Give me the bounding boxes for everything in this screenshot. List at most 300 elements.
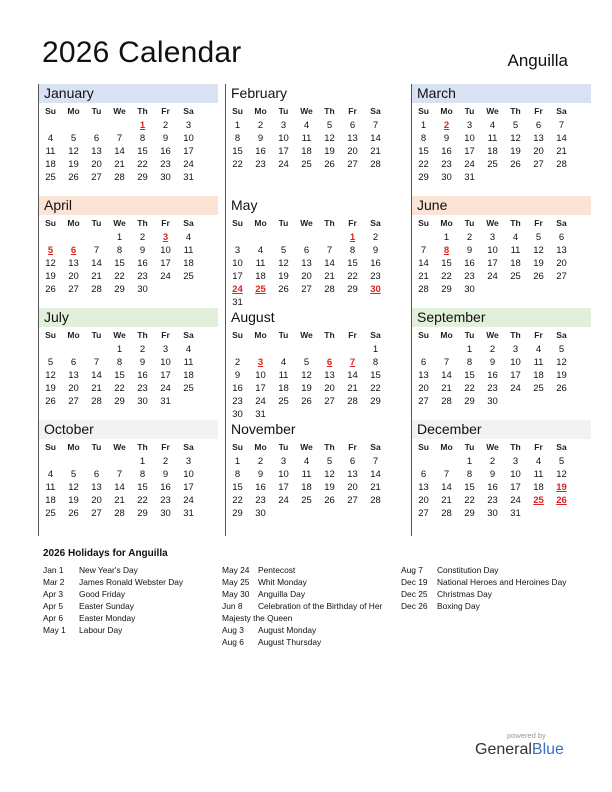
- day-cell: 31: [464, 172, 475, 183]
- weekday-label: Sa: [183, 330, 194, 340]
- day-cell: 12: [556, 469, 567, 480]
- day-cell: 5: [558, 456, 565, 467]
- day-cell: 4: [303, 120, 310, 131]
- day-cell: 20: [418, 383, 429, 394]
- weekday-label: Th: [324, 442, 335, 452]
- day-cell: 14: [324, 258, 335, 269]
- weekday-label: Th: [324, 218, 335, 228]
- day-cell: 23: [255, 159, 266, 170]
- day-cell: 19: [68, 159, 79, 170]
- empty-cell: [39, 119, 62, 132]
- day-cell: 31: [232, 297, 243, 308]
- day-cell: 30: [487, 396, 498, 407]
- day-cell: 17: [160, 258, 171, 269]
- month-name: September: [412, 308, 591, 327]
- day-cell: 24: [278, 495, 289, 506]
- day-cell: 13: [91, 482, 102, 493]
- holiday-name: Labour Day: [79, 625, 123, 635]
- day-cell: 18: [301, 482, 312, 493]
- day-cell: 16: [160, 482, 171, 493]
- day-cell: 21: [324, 271, 335, 282]
- month-name: August: [226, 308, 405, 327]
- day-cell: 3: [280, 120, 287, 131]
- day-cell: 24: [510, 383, 521, 394]
- weekday-label: Fr: [348, 106, 357, 116]
- weekday-label: Fr: [348, 218, 357, 228]
- holiday-date: May 24: [222, 565, 250, 575]
- empty-cell: [295, 343, 318, 356]
- day-cell: 5: [535, 232, 542, 243]
- day-cell: 18: [533, 370, 544, 381]
- day-cell: 8: [372, 357, 379, 368]
- day-cell: 1: [116, 344, 123, 355]
- day-cell: 21: [556, 146, 567, 157]
- day-cell: 23: [464, 271, 475, 282]
- day-cell: 6: [93, 469, 100, 480]
- weekday-label: Su: [45, 330, 56, 340]
- day-cell: 24: [487, 271, 498, 282]
- day-cell: 5: [326, 120, 333, 131]
- day-cell: 27: [91, 172, 102, 183]
- weekday-label: Mo: [254, 330, 267, 340]
- weekday-label: Mo: [440, 218, 453, 228]
- empty-cell: [85, 455, 108, 468]
- empty-cell: [318, 343, 341, 356]
- day-cell: 6: [70, 357, 77, 368]
- day-cell: 15: [137, 482, 148, 493]
- day-cell: 28: [91, 284, 102, 295]
- empty-cell: [85, 231, 108, 244]
- day-cell: 14: [370, 133, 381, 144]
- weekday-label: We: [113, 442, 126, 452]
- day-cell: 10: [232, 258, 243, 269]
- day-cell: 3: [185, 120, 192, 131]
- day-cell: 10: [255, 370, 266, 381]
- holiday-name: Celebration of the Birthday of Her Majesty the Queen: [222, 601, 383, 623]
- day-cell: 28: [370, 159, 381, 170]
- day-cell: 22: [441, 271, 452, 282]
- holiday-name: Easter Sunday: [79, 601, 134, 611]
- day-cell: 14: [441, 370, 452, 381]
- holiday-day-cell: 1: [349, 232, 356, 243]
- day-cell: 11: [45, 482, 56, 493]
- day-cell: 3: [280, 456, 287, 467]
- day-cell: 7: [93, 245, 100, 256]
- weekday-label: Su: [418, 330, 429, 340]
- weekday-label: Tu: [464, 442, 475, 452]
- holiday-name: National Heroes and Heroines Day: [437, 577, 567, 587]
- day-cell: 15: [232, 482, 243, 493]
- day-cell: 22: [232, 495, 243, 506]
- day-cell: 5: [280, 245, 287, 256]
- month-name: November: [226, 420, 405, 439]
- day-cell: 19: [301, 383, 312, 394]
- day-cell: 12: [301, 370, 312, 381]
- day-cell: 18: [510, 258, 521, 269]
- day-cell: 3: [466, 120, 473, 131]
- weekday-label: Tu: [464, 218, 475, 228]
- day-cell: 27: [68, 396, 79, 407]
- weekday-label: Mo: [67, 106, 80, 116]
- holiday-date: Mar 2: [43, 577, 65, 587]
- weekday-label: Tu: [464, 106, 475, 116]
- holiday-item: [43, 612, 183, 624]
- day-cell: 18: [183, 258, 194, 269]
- holiday-item: [401, 588, 571, 600]
- weekday-label: Su: [45, 218, 56, 228]
- day-cell: 26: [301, 396, 312, 407]
- day-cell: 5: [47, 357, 54, 368]
- day-cell: 24: [255, 396, 266, 407]
- day-cell: 23: [160, 495, 171, 506]
- weekday-label: Fr: [161, 442, 170, 452]
- weekday-label: Fr: [161, 106, 170, 116]
- empty-cell: [62, 455, 85, 468]
- day-cell: 13: [533, 133, 544, 144]
- day-cell: 28: [114, 508, 125, 519]
- day-cell: 11: [533, 357, 544, 368]
- day-cell: 23: [255, 495, 266, 506]
- day-cell: 16: [255, 482, 266, 493]
- day-cell: 21: [370, 146, 381, 157]
- day-cell: 31: [183, 172, 194, 183]
- day-cell: 20: [556, 258, 567, 269]
- day-cell: 10: [510, 357, 521, 368]
- day-cell: 11: [533, 469, 544, 480]
- weekday-label: Tu: [91, 106, 102, 116]
- day-cell: 14: [91, 258, 102, 269]
- holiday-date: Aug 3: [222, 625, 244, 635]
- day-cell: 10: [183, 469, 194, 480]
- weekday-label: Tu: [91, 442, 102, 452]
- day-cell: 27: [533, 159, 544, 170]
- weekday-label: Su: [418, 218, 429, 228]
- day-cell: 23: [441, 159, 452, 170]
- holiday-day-cell: 30: [370, 284, 381, 295]
- weekday-label: Mo: [254, 442, 267, 452]
- day-cell: 27: [91, 508, 102, 519]
- day-cell: 24: [160, 383, 171, 394]
- day-cell: 3: [234, 245, 241, 256]
- day-cell: 1: [466, 456, 473, 467]
- weekday-label: Mo: [440, 442, 453, 452]
- weekday-label: Fr: [161, 218, 170, 228]
- holiday-item: [401, 600, 571, 612]
- empty-cell: [341, 343, 364, 356]
- day-cell: 31: [183, 508, 194, 519]
- weekday-label: Th: [137, 442, 148, 452]
- day-cell: 6: [349, 120, 356, 131]
- day-cell: 3: [512, 456, 519, 467]
- day-cell: 2: [257, 456, 264, 467]
- day-cell: 25: [45, 508, 56, 519]
- day-cell: 20: [91, 159, 102, 170]
- month-name: July: [39, 308, 218, 327]
- day-cell: 17: [510, 370, 521, 381]
- weekday-label: Sa: [556, 106, 567, 116]
- weekday-label: Fr: [534, 330, 543, 340]
- holiday-day-cell: 8: [443, 245, 450, 256]
- day-cell: 3: [512, 344, 519, 355]
- day-cell: 10: [160, 357, 171, 368]
- day-cell: 28: [441, 508, 452, 519]
- empty-cell: [412, 455, 435, 468]
- day-cell: 1: [234, 120, 241, 131]
- weekday-label: We: [300, 106, 313, 116]
- month-january: [39, 84, 218, 184]
- day-cell: 3: [489, 232, 496, 243]
- empty-cell: [249, 343, 272, 356]
- day-cell: 8: [116, 245, 123, 256]
- weekday-label: Fr: [161, 330, 170, 340]
- weekday-label: Sa: [556, 330, 567, 340]
- day-cell: 22: [114, 271, 125, 282]
- day-cell: 18: [278, 383, 289, 394]
- day-cell: 18: [255, 271, 266, 282]
- day-cell: 27: [418, 508, 429, 519]
- day-cell: 28: [91, 396, 102, 407]
- day-cell: 9: [162, 133, 169, 144]
- day-cell: 14: [441, 482, 452, 493]
- day-cell: 21: [441, 495, 452, 506]
- weekday-label: Th: [137, 330, 148, 340]
- day-cell: 1: [466, 344, 473, 355]
- day-cell: 13: [347, 469, 358, 480]
- day-cell: 6: [420, 357, 427, 368]
- weekday-label: Su: [232, 218, 243, 228]
- day-cell: 2: [489, 344, 496, 355]
- day-cell: 16: [464, 258, 475, 269]
- day-cell: 23: [137, 383, 148, 394]
- day-cell: 15: [232, 146, 243, 157]
- day-cell: 28: [418, 284, 429, 295]
- holiday-item: [222, 636, 392, 648]
- day-cell: 25: [533, 383, 544, 394]
- day-cell: 28: [370, 495, 381, 506]
- empty-cell: [412, 343, 435, 356]
- day-cell: 6: [558, 232, 565, 243]
- day-cell: 25: [183, 271, 194, 282]
- holiday-day-cell: 6: [326, 357, 333, 368]
- day-cell: 30: [441, 172, 452, 183]
- day-cell: 17: [278, 482, 289, 493]
- weekday-label: Th: [510, 442, 521, 452]
- month-june: [412, 196, 591, 296]
- day-cell: 16: [255, 146, 266, 157]
- day-cell: 25: [278, 396, 289, 407]
- day-cell: 17: [232, 271, 243, 282]
- day-cell: 2: [489, 456, 496, 467]
- day-cell: 23: [487, 383, 498, 394]
- weekday-label: Tu: [278, 218, 289, 228]
- day-cell: 22: [418, 159, 429, 170]
- day-cell: 26: [278, 284, 289, 295]
- day-cell: 1: [420, 120, 427, 131]
- day-cell: 15: [370, 370, 381, 381]
- day-cell: 1: [139, 456, 146, 467]
- day-cell: 29: [347, 284, 358, 295]
- day-cell: 12: [68, 482, 79, 493]
- holiday-item: [222, 588, 392, 600]
- empty-cell: [435, 455, 458, 468]
- day-cell: 8: [139, 469, 146, 480]
- weekday-label: We: [113, 218, 126, 228]
- day-cell: 9: [489, 357, 496, 368]
- day-cell: 14: [91, 370, 102, 381]
- day-cell: 6: [303, 245, 310, 256]
- day-cell: 28: [441, 396, 452, 407]
- day-cell: 24: [183, 495, 194, 506]
- holiday-day-cell: 3: [162, 232, 169, 243]
- weekday-label: Mo: [67, 442, 80, 452]
- day-cell: 29: [114, 284, 125, 295]
- day-cell: 12: [324, 469, 335, 480]
- day-cell: 5: [326, 456, 333, 467]
- holiday-date: Aug 7: [401, 565, 423, 575]
- empty-cell: [62, 343, 85, 356]
- holiday-item: [43, 588, 183, 600]
- holiday-name: Anguilla Day: [258, 589, 306, 599]
- day-cell: 20: [347, 146, 358, 157]
- holiday-day-cell: 24: [232, 284, 243, 295]
- day-cell: 11: [510, 245, 521, 256]
- day-cell: 22: [464, 383, 475, 394]
- holiday-day-cell: 26: [556, 495, 567, 506]
- empty-cell: [272, 231, 295, 244]
- day-cell: 4: [47, 469, 54, 480]
- day-cell: 9: [372, 245, 379, 256]
- day-cell: 11: [278, 370, 289, 381]
- day-cell: 17: [487, 258, 498, 269]
- holiday-item: [401, 564, 571, 576]
- weekday-label: Su: [232, 106, 243, 116]
- day-cell: 18: [487, 146, 498, 157]
- day-cell: 30: [137, 284, 148, 295]
- day-cell: 13: [418, 482, 429, 493]
- holiday-date: Jun 8: [222, 601, 243, 611]
- empty-cell: [85, 119, 108, 132]
- weekday-label: Mo: [67, 330, 80, 340]
- month-name: January: [39, 84, 218, 103]
- weekday-label: Th: [137, 106, 148, 116]
- day-cell: 16: [137, 258, 148, 269]
- day-cell: 17: [183, 146, 194, 157]
- day-cell: 12: [533, 245, 544, 256]
- weekday-label: Th: [510, 106, 521, 116]
- holiday-name: August Thursday: [258, 637, 322, 647]
- day-cell: 16: [441, 146, 452, 157]
- empty-cell: [108, 455, 131, 468]
- day-cell: 21: [441, 383, 452, 394]
- day-cell: 13: [68, 258, 79, 269]
- holiday-name: Boxing Day: [437, 601, 480, 611]
- day-cell: 25: [301, 495, 312, 506]
- holiday-item: [222, 564, 392, 576]
- day-cell: 15: [464, 370, 475, 381]
- day-cell: 21: [114, 495, 125, 506]
- day-cell: 21: [418, 271, 429, 282]
- day-cell: 2: [139, 232, 146, 243]
- weekday-label: Th: [510, 330, 521, 340]
- day-cell: 8: [234, 133, 241, 144]
- day-cell: 9: [257, 133, 264, 144]
- page-title: 2026 Calendar: [42, 36, 242, 69]
- day-cell: 12: [510, 133, 521, 144]
- day-cell: 6: [535, 120, 542, 131]
- day-cell: 30: [255, 508, 266, 519]
- weekday-label: Tu: [91, 330, 102, 340]
- day-cell: 4: [489, 120, 496, 131]
- weekday-label: Tu: [91, 218, 102, 228]
- day-cell: 26: [510, 159, 521, 170]
- day-cell: 13: [418, 370, 429, 381]
- day-cell: 20: [68, 271, 79, 282]
- day-cell: 16: [487, 370, 498, 381]
- day-cell: 6: [420, 469, 427, 480]
- day-cell: 6: [349, 456, 356, 467]
- day-cell: 29: [137, 508, 148, 519]
- empty-cell: [39, 231, 62, 244]
- day-cell: 21: [91, 383, 102, 394]
- weekday-label: Fr: [348, 330, 357, 340]
- day-cell: 2: [466, 232, 473, 243]
- holiday-name: James Ronald Webster Day: [79, 577, 184, 587]
- day-cell: 13: [68, 370, 79, 381]
- day-cell: 16: [137, 370, 148, 381]
- day-cell: 1: [372, 344, 379, 355]
- day-cell: 14: [418, 258, 429, 269]
- day-cell: 27: [347, 495, 358, 506]
- day-cell: 15: [418, 146, 429, 157]
- holiday-date: Dec 25: [401, 589, 428, 599]
- month-name: February: [226, 84, 405, 103]
- day-cell: 4: [185, 344, 192, 355]
- weekday-label: We: [300, 442, 313, 452]
- day-cell: 24: [464, 159, 475, 170]
- holiday-day-cell: 7: [349, 357, 356, 368]
- holiday-item: [43, 576, 183, 588]
- day-cell: 20: [68, 383, 79, 394]
- day-cell: 23: [370, 271, 381, 282]
- day-cell: 24: [160, 271, 171, 282]
- calendar-grid: [38, 84, 575, 536]
- day-cell: 19: [324, 482, 335, 493]
- holiday-item: [222, 576, 392, 588]
- empty-cell: [85, 343, 108, 356]
- day-cell: 13: [301, 258, 312, 269]
- day-cell: 8: [466, 357, 473, 368]
- month-name: May: [226, 196, 405, 215]
- weekday-label: Su: [418, 106, 429, 116]
- weekday-label: Su: [232, 442, 243, 452]
- empty-cell: [39, 455, 62, 468]
- holiday-date: Dec 26: [401, 601, 428, 611]
- day-cell: 26: [324, 495, 335, 506]
- day-cell: 29: [441, 284, 452, 295]
- empty-cell: [226, 343, 249, 356]
- empty-cell: [226, 231, 249, 244]
- day-cell: 21: [114, 159, 125, 170]
- day-cell: 24: [183, 159, 194, 170]
- day-cell: 2: [139, 344, 146, 355]
- day-cell: 26: [556, 383, 567, 394]
- day-cell: 28: [556, 159, 567, 170]
- month-november: [226, 420, 405, 520]
- day-cell: 7: [372, 120, 379, 131]
- day-cell: 9: [443, 133, 450, 144]
- holiday-day-cell: 3: [257, 357, 264, 368]
- day-cell: 17: [183, 482, 194, 493]
